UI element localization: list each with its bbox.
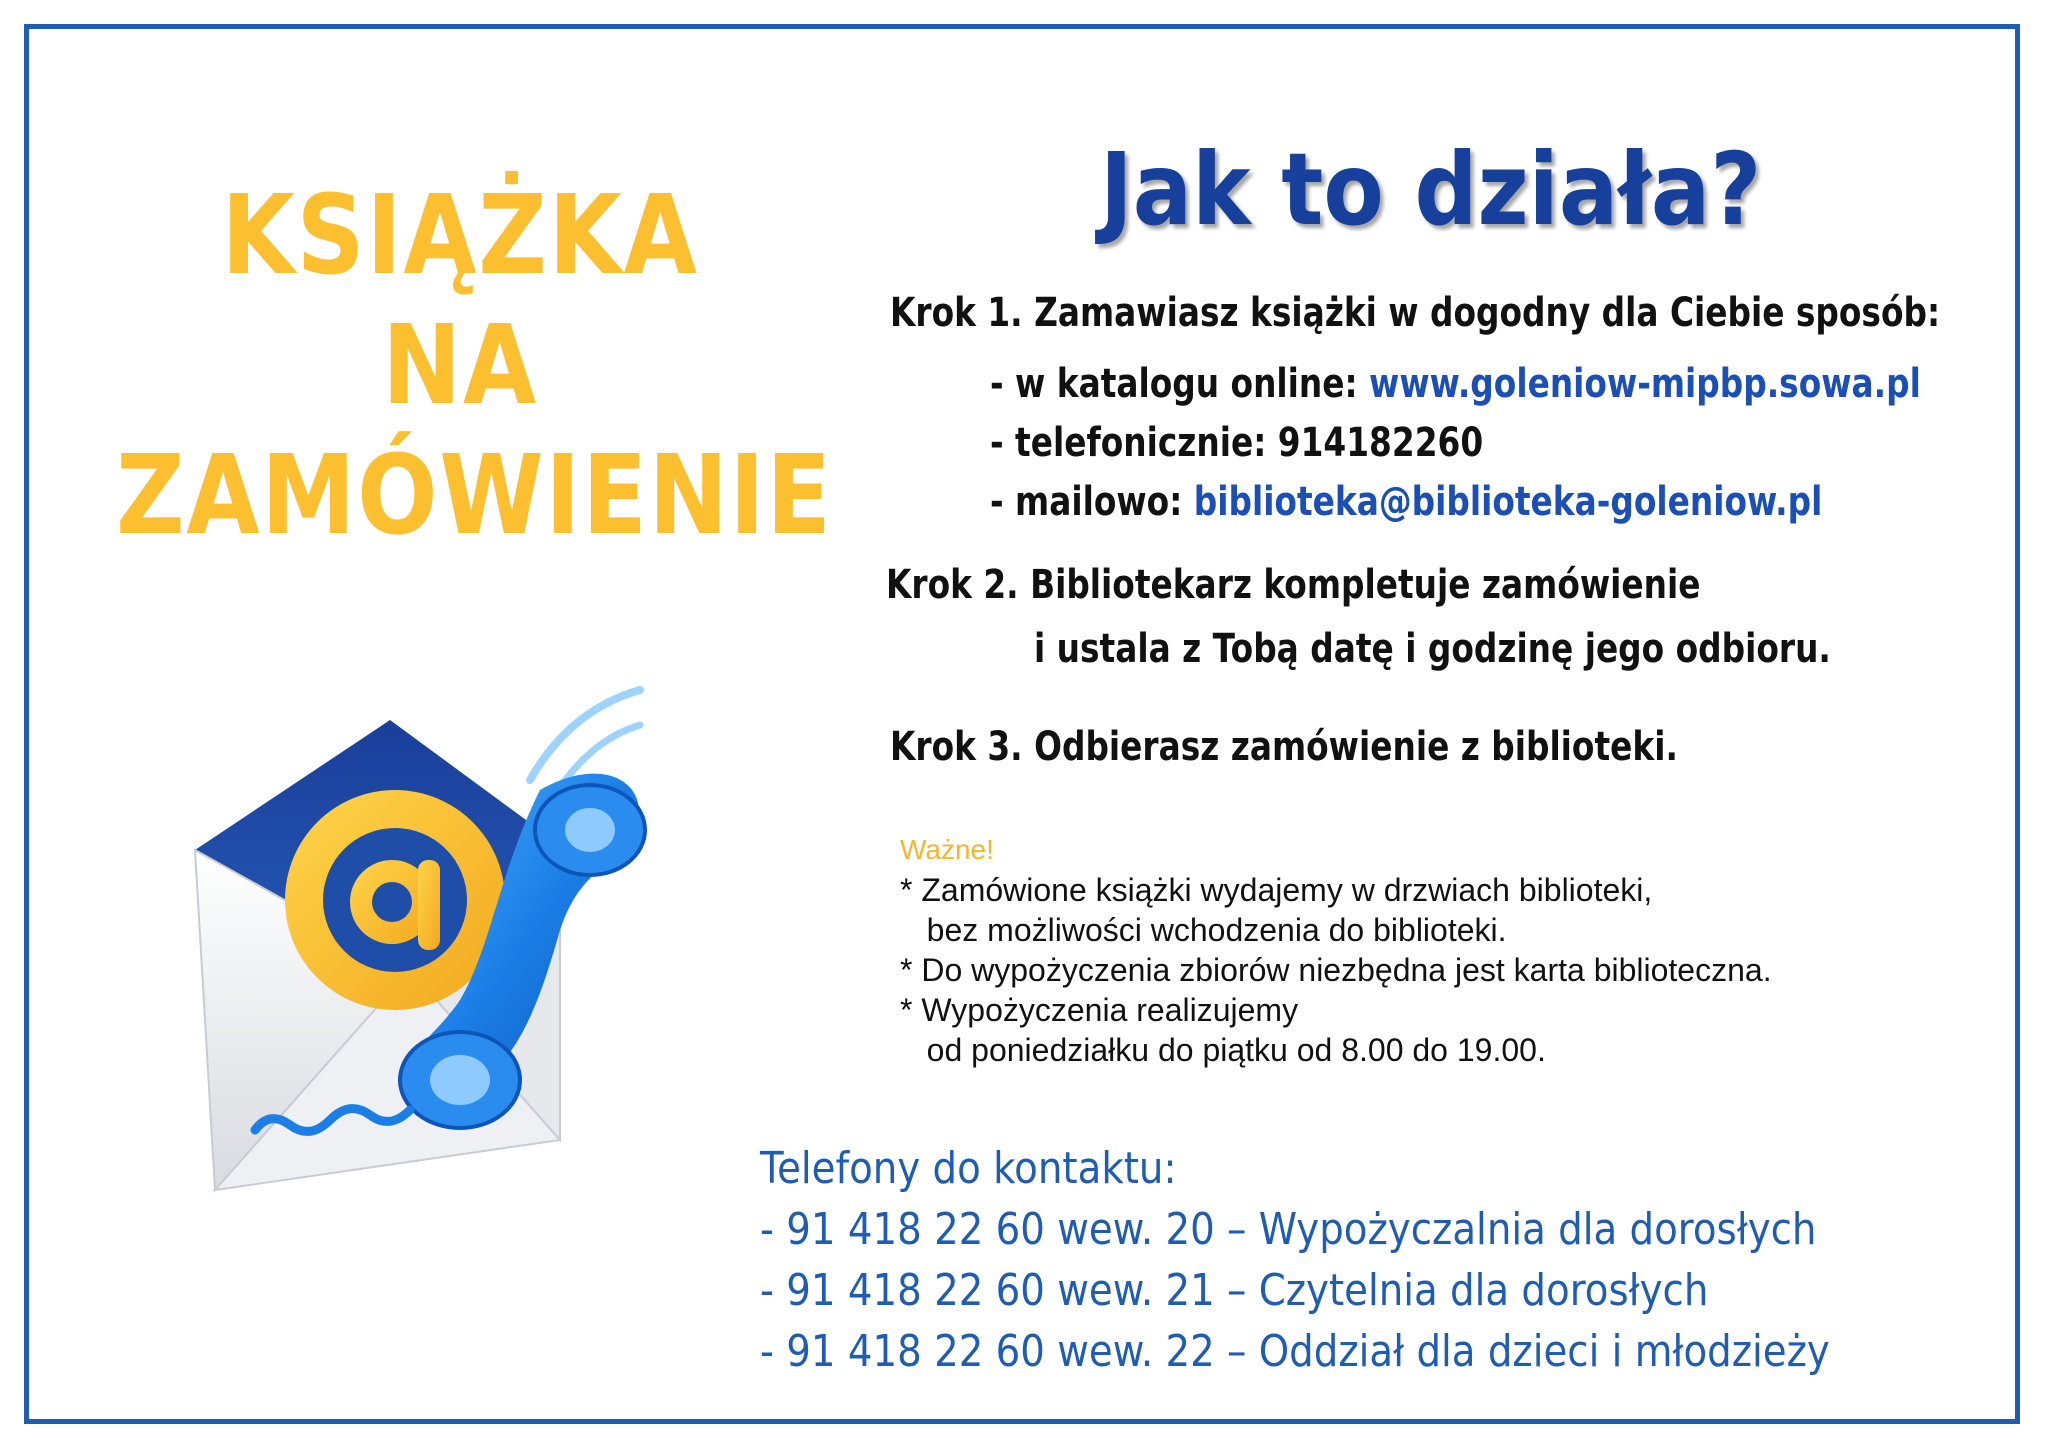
email-link[interactable]: biblioteka@biblioteka-goleniow.pl bbox=[1193, 479, 1823, 525]
important-line: bez możliwości wchodzenia do biblioteki. bbox=[900, 912, 1507, 948]
important-line: * Wypożyczenia realizujemy bbox=[900, 992, 1299, 1028]
step1-option-email-prefix: - mailowo: bbox=[990, 479, 1194, 525]
contact-section bbox=[760, 1138, 1830, 1382]
important-notes bbox=[900, 830, 1772, 1070]
step3-text: Odbierasz zamówienie z biblioteki. bbox=[1034, 724, 1678, 770]
contact-line: - 91 418 22 60 wew. 22 – Oddział dla dzieci i młodzieży bbox=[760, 1326, 1830, 1377]
step1-option-phone bbox=[990, 418, 1483, 468]
left-title-line-1: KSIĄŻKA bbox=[221, 171, 699, 299]
step1-text: Zamawiasz książki w dogodny dla Ciebie sposób: bbox=[1034, 290, 1941, 336]
contact-line: - 91 418 22 60 wew. 20 – Wypożyczalnia dla dorosłych bbox=[760, 1204, 1817, 1255]
step2-label: Krok 2. bbox=[886, 562, 1019, 608]
step1-option-catalog bbox=[990, 359, 1921, 409]
step2-row bbox=[886, 560, 1700, 610]
important-line: * Zamówione książki wydajemy w drzwiach biblioteki, bbox=[900, 872, 1653, 908]
contact-line: - 91 418 22 60 wew. 21 – Czytelnia dla dorosłych bbox=[760, 1265, 1709, 1316]
important-line: od poniedziałku do piątku od 8.00 do 19.00. bbox=[900, 1032, 1546, 1068]
step3-row bbox=[890, 722, 1678, 772]
important-line: * Do wypożyczenia zbiorów niezbędna jest karta biblioteczna. bbox=[900, 952, 1772, 988]
email-phone-illustration bbox=[160, 670, 780, 1290]
step1-row bbox=[890, 288, 1940, 338]
catalog-link[interactable]: www.goleniow-mipbp.sowa.pl bbox=[1369, 361, 1921, 407]
step1-option-email bbox=[990, 477, 1822, 527]
page-title: Jak to działa? bbox=[1100, 131, 1762, 248]
step1-option-phone-prefix: - telefonicznie: bbox=[990, 420, 1278, 466]
contact-title: Telefony do kontaktu: bbox=[760, 1143, 1177, 1194]
step3-label: Krok 3. bbox=[890, 724, 1023, 770]
important-title: Ważne! bbox=[900, 834, 994, 865]
phone-number: 914182260 bbox=[1277, 420, 1484, 466]
step1-label: Krok 1. bbox=[890, 290, 1023, 336]
step2-line1: Bibliotekarz kompletuje zamówienie bbox=[1030, 562, 1701, 608]
step2-line2: i ustala z Tobą datę i godzinę jego odbioru. bbox=[1034, 626, 1831, 672]
step1-option-catalog-prefix: - w katalogu online: bbox=[990, 361, 1370, 407]
left-title bbox=[116, 170, 833, 560]
left-title-line-3: ZAMÓWIENIE bbox=[116, 431, 833, 559]
left-title-line-2: NA bbox=[382, 301, 538, 429]
